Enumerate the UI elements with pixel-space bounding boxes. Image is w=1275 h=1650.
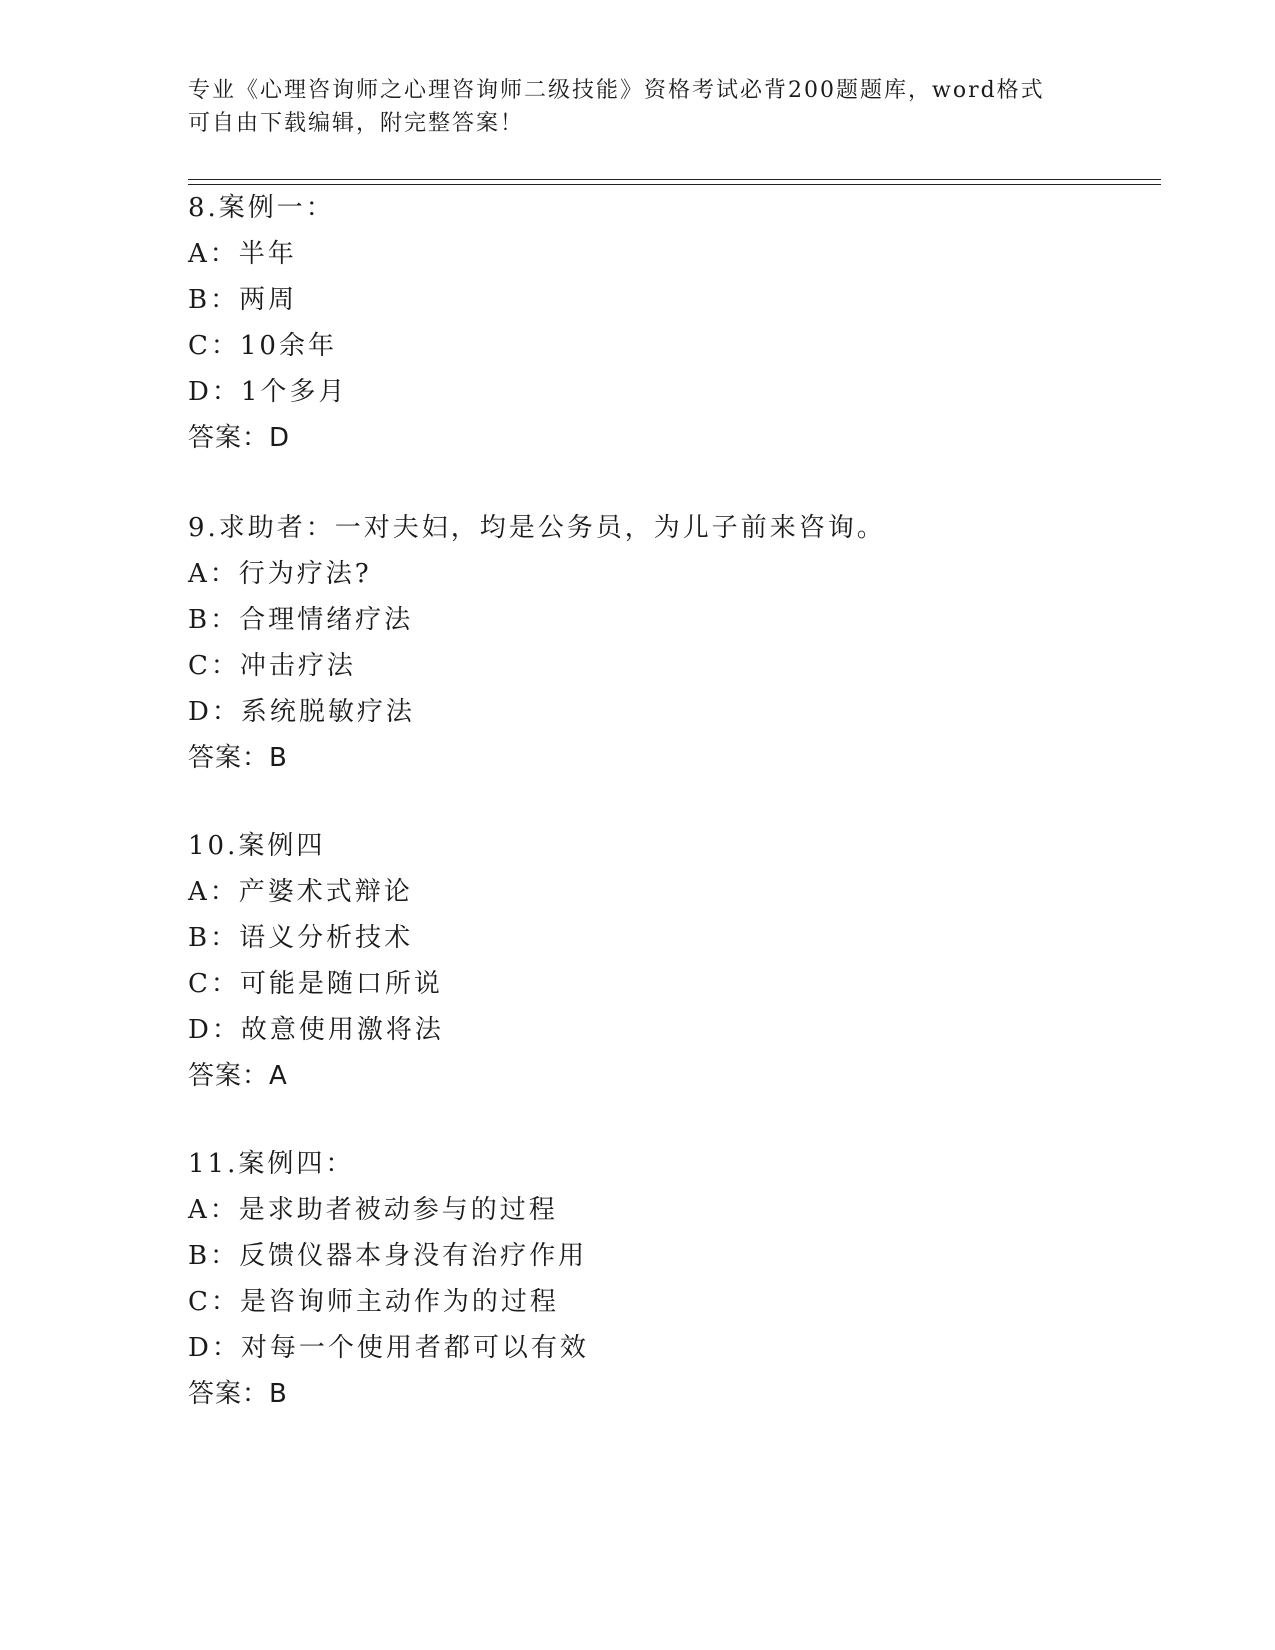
question-stem: 11.案例四： [188,1149,355,1179]
option-a: A：是求助者被动参与的过程 [188,1195,558,1225]
option-b: B：两周 [188,285,298,315]
option-b: B：语义分析技术 [188,923,414,953]
question-stem: 10.案例四 [188,831,326,861]
option-d: D：对每一个使用者都可以有效 [188,1333,589,1363]
option-c: C：10余年 [188,331,337,361]
option-b: B：反馈仪器本身没有治疗作用 [188,1241,588,1271]
option-a: A：行为疗法? [188,559,372,589]
option-d: D：故意使用激将法 [188,1015,444,1045]
document-header [188,74,1088,140]
option-c: C：可能是随口所说 [188,969,443,999]
question-8 [188,185,1148,461]
question-stem: 9.求助者：一对夫妇，均是公务员，为儿子前来咨询。 [188,513,886,543]
answer-line: 答案：B [188,1379,288,1409]
answer-line: 答案：B [188,743,288,773]
option-c: C：冲击疗法 [188,651,356,681]
question-stem: 8.案例一： [188,193,335,223]
option-c: C：是咨询师主动作为的过程 [188,1287,559,1317]
header-divider-top [188,179,1161,180]
option-d: D：1个多月 [188,377,348,407]
answer-line: 答案：D [188,423,291,453]
option-d: D：系统脱敏疗法 [188,697,415,727]
header-line-2: 可自由下载编辑，附完整答案！ [188,111,525,136]
option-b: B：合理情绪疗法 [188,605,414,635]
question-9 [188,505,1148,781]
question-11 [188,1141,1148,1417]
option-a: A：产婆术式辩论 [188,877,413,907]
answer-line: 答案：A [188,1061,288,1091]
option-a: A：半年 [188,239,297,269]
header-line-1: 专业《心理咨询师之心理咨询师二级技能》资格考试必背200题题库，word格式 [188,78,1045,103]
question-10 [188,823,1148,1099]
